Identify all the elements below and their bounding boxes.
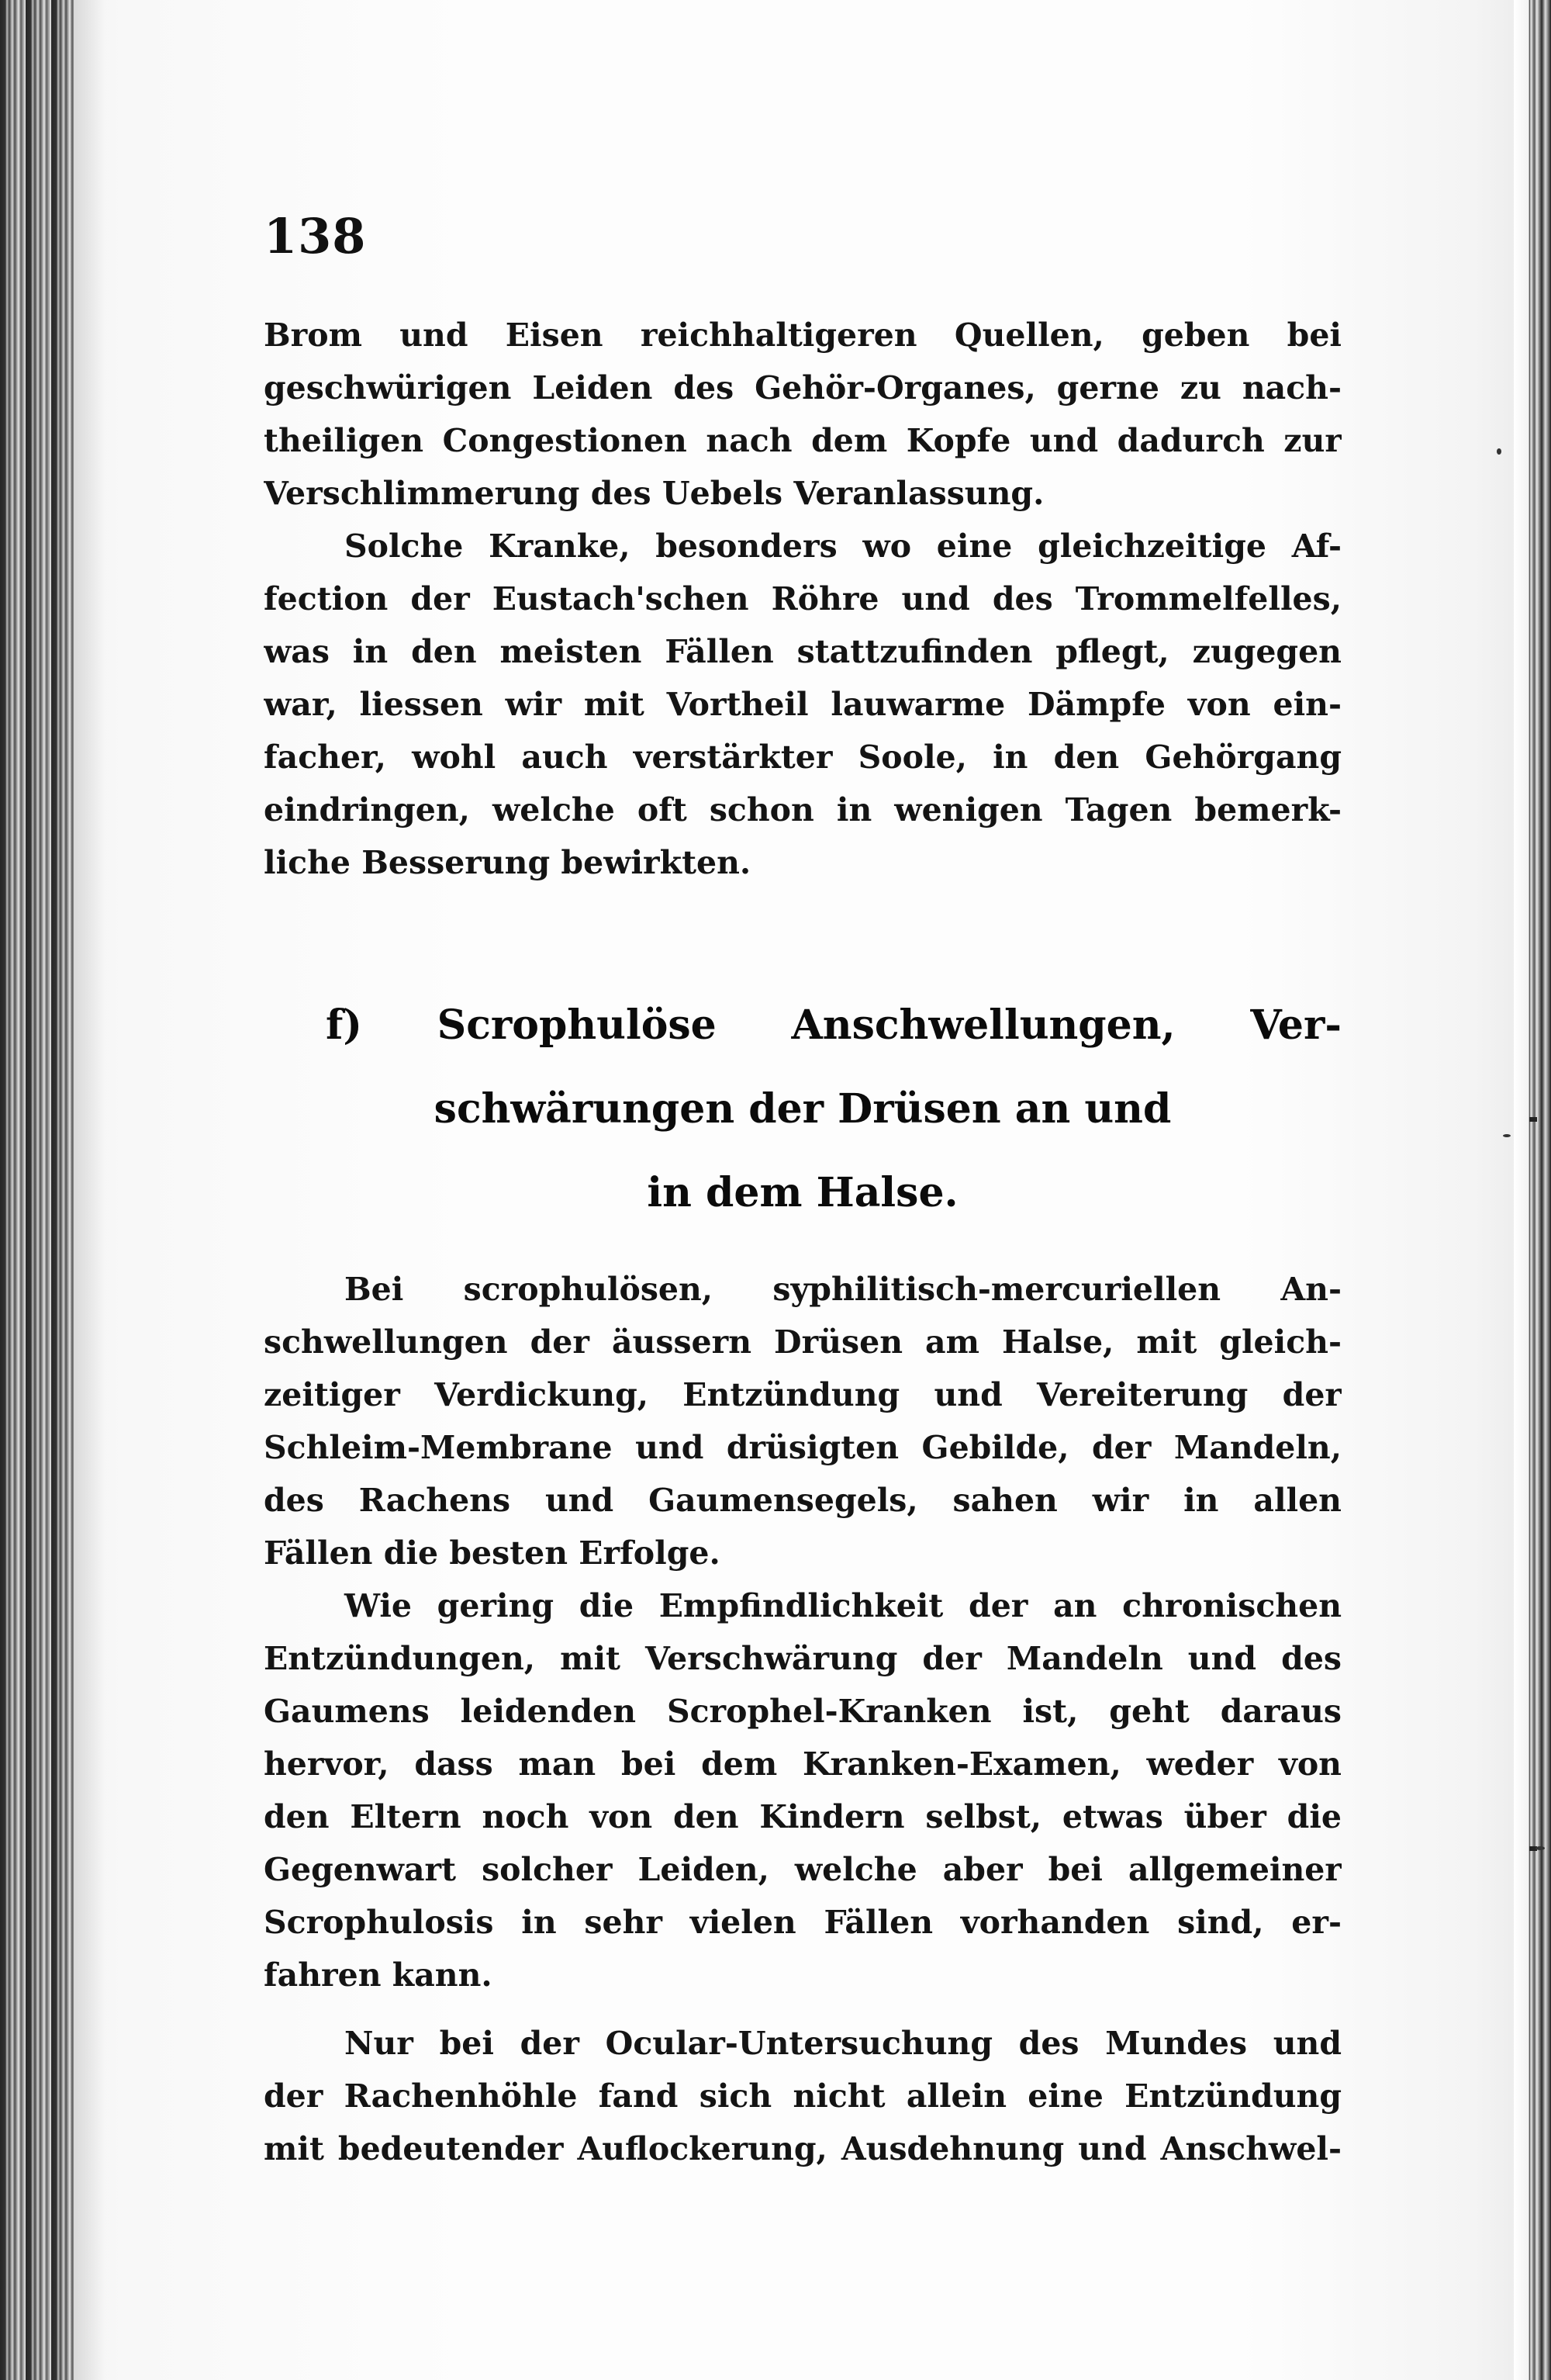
text-line: liche Besserung bewirkten. [264, 844, 751, 881]
scan-speck [1535, 1846, 1545, 1850]
page-right-edge [1514, 0, 1551, 2380]
edge-mark [1529, 1117, 1537, 1122]
binding-shadow [74, 0, 105, 2380]
text-line: Gegenwart solcher Leiden, welche aber bei allgemeiner [264, 1851, 1342, 1888]
text-line: Verschlimmerung des Uebels Veranlassung. [264, 475, 1045, 512]
heading-line: in dem Halse. [647, 1169, 959, 1216]
paragraph-1 [264, 309, 1342, 520]
paragraph-2 [264, 520, 1342, 889]
text-line: was in den meisten Fällen stattzufinden pflegt, zugegen [264, 633, 1342, 670]
paragraph-3 [264, 1263, 1342, 1579]
text-line: geschwürigen Leiden des Gehör-Organes, gerne zu nach- [264, 369, 1342, 406]
text-line: fection der Eustach'schen Röhre und des Trommelfelles, [264, 580, 1342, 617]
text-line: der Rachenhöhle fand sich nicht allein eine Entzündung [264, 2077, 1342, 2115]
text-line: Fällen die besten Erfolge. [264, 1534, 720, 1572]
text-line: zeitiger Verdickung, Entzündung und Vereiterung der [264, 1376, 1342, 1413]
text-line: theiligen Congestionen nach dem Kopfe und dadurch zur [264, 422, 1342, 459]
paragraph-5 [264, 2017, 1342, 2175]
text-line: fahren kann. [264, 1956, 492, 1994]
text-line: den Eltern noch von den Kindern selbst, etwas über die [264, 1798, 1342, 1835]
page-number: 138 [264, 208, 367, 265]
book-binding-edge [0, 0, 74, 2380]
scan-speck [1503, 1134, 1511, 1137]
heading-line: f) Scrophulöse Anschwellungen, Ver- [326, 1001, 1342, 1049]
text-line: war, liessen wir mit Vortheil lauwarme Dämpfe von ein- [264, 686, 1342, 723]
text-line: Scrophulosis in sehr vielen Fällen vorhanden sind, er- [264, 1904, 1342, 1941]
text-line: eindringen, welche oft schon in wenigen Tagen bemerk- [264, 791, 1342, 829]
text-line: mit bedeutender Auflockerung, Ausdehnung und Anschwel- [264, 2130, 1342, 2167]
paragraph-4 [264, 1579, 1342, 2001]
text-line: schwellungen der äussern Drüsen am Halse, mit gleich- [264, 1323, 1342, 1361]
text-line: Entzündungen, mit Verschwärung der Mandeln und des [264, 1640, 1342, 1677]
text-line: facher, wohl auch verstärkter Soole, in den Gehörgang [264, 739, 1342, 776]
text-line: Gaumens leidenden Scrophel-Kranken ist, geht daraus [264, 1693, 1342, 1730]
text-line: Schleim-Membrane und drüsigten Gebilde, der Mandeln, [264, 1429, 1342, 1466]
section-heading [264, 984, 1342, 1235]
text-line: Brom und Eisen reichhaltigeren Quellen, geben bei [264, 317, 1342, 354]
text-line: Solche Kranke, besonders wo eine gleichzeitige Af- [344, 528, 1342, 565]
text-line: Nur bei der Ocular-Untersuchung des Mundes und [344, 2025, 1342, 2062]
scan-speck [1497, 448, 1501, 455]
text-line: des Rachens und Gaumensegels, sahen wir in allen [264, 1482, 1342, 1519]
text-line: Bei scrophulösen, syphilitisch-mercuriellen An- [344, 1271, 1342, 1308]
text-line: Wie gering die Empfindlichkeit der an chronischen [344, 1587, 1342, 1624]
heading-line: schwärungen der Drüsen an und [434, 1085, 1172, 1133]
text-line: hervor, dass man bei dem Kranken-Examen, weder von [264, 1745, 1342, 1783]
